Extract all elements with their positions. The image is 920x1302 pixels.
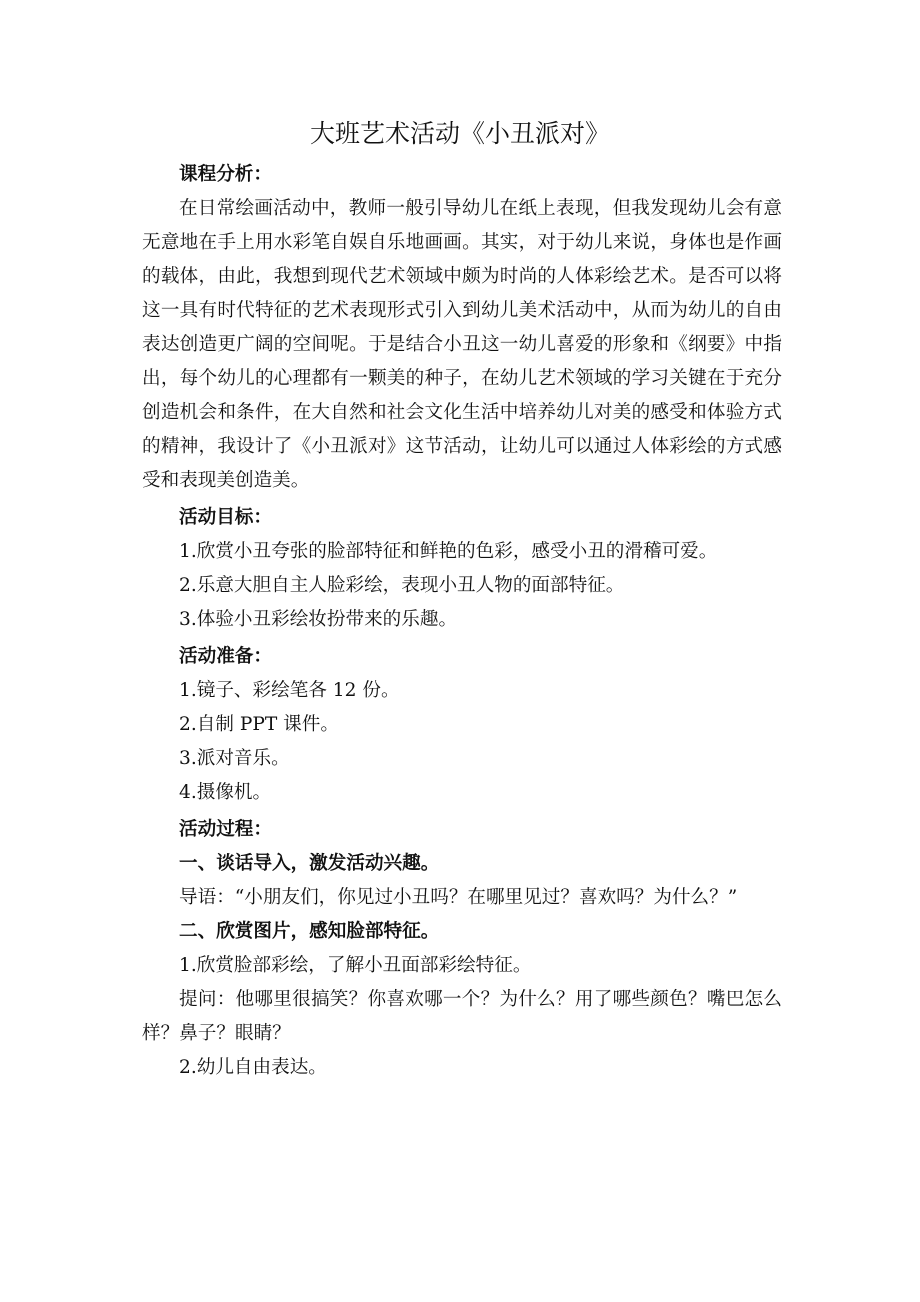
preparation-item-2: 2.自制 PPT 课件。 [179,714,339,735]
goals-heading: 活动目标： [179,507,272,528]
goal-item-2: 2.乐意大胆自主人脸彩绘，表现小丑人物的面部特征。 [179,575,625,596]
preparation-item-3: 3.派对音乐。 [179,748,290,769]
document-title: 大班艺术活动《小丑派对》 [309,119,610,148]
process-step2-question: 提问：他哪里很搞笑？你喜欢哪一个？为什么？用了哪些颜色？嘴巴怎么样？鼻子？眼睛？ [142,989,782,1044]
course-analysis-paragraph: 在日常绘画活动中，教师一般引导幼儿在纸上表现，但我发现幼儿会有意无意地在手上用水彩笔自娱自乐地画画。其实，对于幼儿来说，身体也是作画的载体，由此，我想到现代艺术领域中颇为时尚的人体彩绘艺术。是否可以将这一具有时代特征的艺术表现形式引入到幼儿美术活动中，从而为幼儿的自由表达创造更广阔的空间呢。于是结合小丑这一幼儿喜爱的形象和《纲要》中指出，每个幼儿的心理都有一颗美的种子，在幼儿艺术领域的学习关键在于充分创造机会和条件，在大自然和社会文化生活中培养幼儿对美的感受和体验方式的精神，我设计了《小丑派对》这节活动，让幼儿可以通过人体彩绘的方式感受和表现美创造美。 [142,198,782,491]
process-heading: 活动过程： [179,819,272,840]
process-step1-text: 导语：“小朋友们，你见过小丑吗？在哪里见过？喜欢吗？为什么？” [179,887,738,908]
preparation-heading: 活动准备： [179,646,272,667]
process-step1-heading: 一、谈话导入，激发活动兴趣。 [179,853,440,874]
course-analysis-heading: 课程分析： [179,164,272,185]
process-step2-heading: 二、欣赏图片，感知脸部特征。 [179,921,440,942]
preparation-item-4: 4.摄像机。 [179,782,272,803]
document-body [142,158,782,1085]
process-step2-item1: 1.欣赏脸部彩绘，了解小丑面部彩绘特征。 [179,955,532,976]
process-step2-item2: 2.幼儿自由表达。 [179,1057,327,1078]
preparation-item-1: 1.镜子、彩绘笔各 12 份。 [179,680,400,701]
goal-item-1: 1.欣赏小丑夸张的脸部特征和鲜艳的色彩，感受小丑的滑稽可爱。 [179,541,718,562]
goal-item-3: 3.体验小丑彩绘妆扮带来的乐趣。 [179,609,458,630]
